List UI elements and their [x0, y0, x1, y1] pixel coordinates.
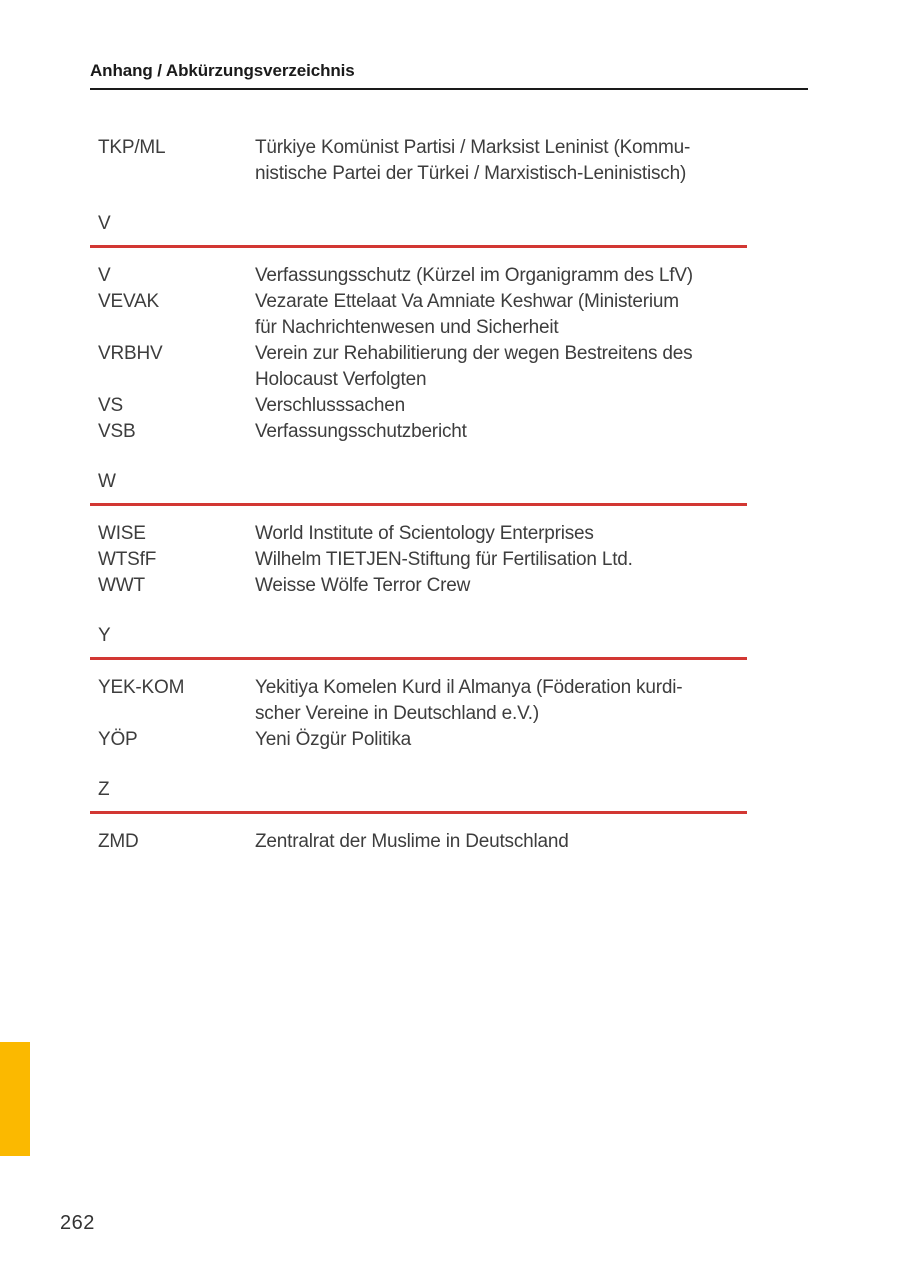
section-letter-wrap — [90, 211, 808, 248]
definition-line: Vezarate Ettelaat Va Amniate Keshwar (Ministerium — [255, 291, 679, 312]
abbreviation-cell: TKP/ML — [98, 137, 166, 158]
abbreviation-row — [90, 547, 808, 573]
abbreviation-row — [90, 675, 808, 727]
definition-line: Weisse Wölfe Terror Crew — [255, 575, 471, 596]
definition-line: Türkiye Komünist Partisi / Marksist Leninist (Kommu- — [255, 137, 691, 158]
section-y — [90, 623, 808, 753]
section-red-rule — [90, 245, 747, 248]
section-continued — [90, 135, 808, 187]
abbreviation-row — [90, 573, 808, 599]
abbreviation-cell: V — [98, 265, 111, 286]
definition-cell — [255, 521, 808, 547]
page-number: 262 — [60, 1212, 95, 1234]
abbreviation-listing — [90, 135, 808, 855]
abbreviation-row — [90, 263, 808, 289]
section-entries — [90, 135, 808, 187]
section-red-rule — [90, 811, 747, 814]
definition-line: Yeni Özgür Politika — [255, 729, 412, 750]
abbreviation-cell: VS — [98, 395, 123, 416]
abbreviation-row — [90, 341, 808, 393]
definition-line: Verfassungsschutzbericht — [255, 421, 467, 442]
definition-line: scher Vereine in Deutschland e.V.) — [255, 703, 540, 724]
definition-line: Verfassungsschutz (Kürzel im Organigramm des LfV) — [255, 265, 693, 286]
abbreviation-row — [90, 289, 808, 341]
section-letter-heading: Y — [98, 625, 111, 646]
abbreviation-cell: YEK-KOM — [98, 677, 185, 698]
definition-line: für Nachrichtenwesen und Sicherheit — [255, 317, 559, 338]
yellow-accent-bar — [0, 1042, 30, 1156]
definition-line: Holocaust Verfolgten — [255, 369, 427, 390]
abbreviation-row — [90, 521, 808, 547]
definition-line: Zentralrat der Muslime in Deutschland — [255, 831, 569, 852]
abbreviation-row — [90, 135, 808, 187]
definition-cell — [255, 573, 808, 599]
abbreviation-cell: YÖP — [98, 729, 138, 750]
abbreviation-cell: VEVAK — [98, 291, 159, 312]
section-letter-wrap — [90, 623, 808, 660]
page-header: Anhang / Abkürzungsverzeichnis — [90, 61, 808, 90]
abbreviation-cell: WISE — [98, 523, 146, 544]
section-v — [90, 211, 808, 445]
section-entries — [90, 675, 808, 753]
section-letter-wrap — [90, 777, 808, 814]
abbreviation-row — [90, 419, 808, 445]
definition-cell — [255, 263, 808, 289]
definition-cell — [255, 289, 808, 341]
section-letter-heading: Z — [98, 779, 110, 800]
definition-line: Verein zur Rehabilitierung der wegen Bestreitens des — [255, 343, 693, 364]
abbreviation-cell: VRBHV — [98, 343, 163, 364]
definition-line: Wilhelm TIETJEN-Stiftung für Fertilisation Ltd. — [255, 549, 633, 570]
abbreviation-row — [90, 727, 808, 753]
section-letter-wrap — [90, 469, 808, 506]
section-letter-heading: V — [98, 213, 111, 234]
section-entries — [90, 263, 808, 445]
definition-cell — [255, 341, 808, 393]
section-red-rule — [90, 657, 747, 660]
definition-cell — [255, 727, 808, 753]
abbreviation-row — [90, 393, 808, 419]
section-letter-heading: W — [98, 471, 116, 492]
section-entries — [90, 829, 808, 855]
definition-line: nistische Partei der Türkei / Marxistisch-Leninistisch) — [255, 163, 687, 184]
abbreviation-cell: WWT — [98, 575, 145, 596]
definition-line: World Institute of Scientology Enterprises — [255, 523, 594, 544]
section-z — [90, 777, 808, 855]
definition-cell — [255, 393, 808, 419]
abbreviation-row — [90, 829, 808, 855]
section-red-rule — [90, 503, 747, 506]
abbreviation-cell: WTSfF — [98, 549, 157, 570]
definition-cell — [255, 675, 808, 727]
abbreviation-cell: VSB — [98, 421, 136, 442]
section-w — [90, 469, 808, 599]
content-column — [90, 0, 808, 855]
definition-cell — [255, 135, 808, 187]
abbreviation-cell: ZMD — [98, 831, 139, 852]
definition-cell — [255, 547, 808, 573]
definition-cell — [255, 419, 808, 445]
section-entries — [90, 521, 808, 599]
definition-line: Verschlusssachen — [255, 395, 405, 416]
definition-line: Yekitiya Komelen Kurd il Almanya (Föderation kurdi- — [255, 677, 683, 698]
definition-cell — [255, 829, 808, 855]
